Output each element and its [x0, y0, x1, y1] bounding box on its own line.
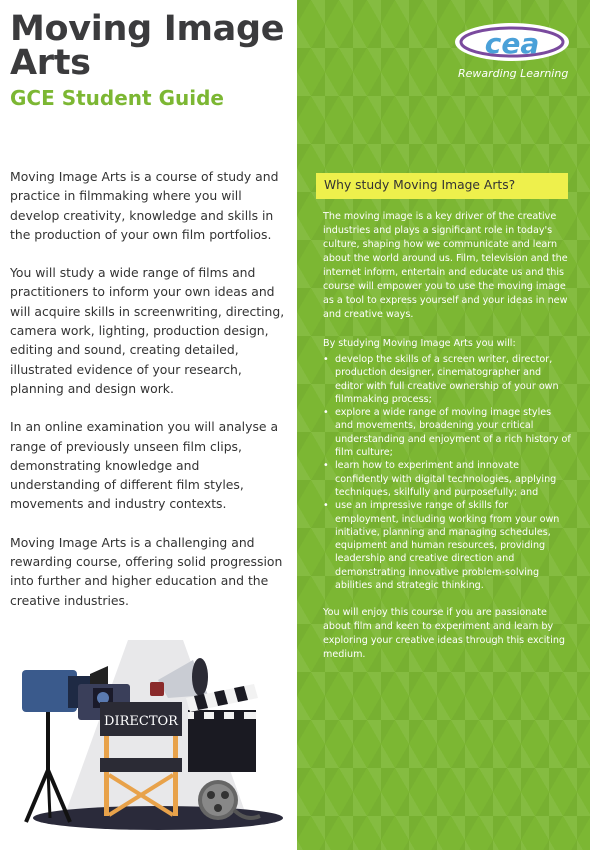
- film-equipment-illustration: [8, 640, 293, 840]
- intro-paragraph: In an online examination you will analyse a range of previously unseen film clips, demonstrating knowledge and understanding of different film styles, movements and industry contexts.: [10, 419, 279, 512]
- logo-tagline: Rewarding Learning: [458, 67, 569, 80]
- intro-text: [10, 167, 290, 629]
- why-study-text: [323, 210, 571, 677]
- list-item: • develop the skills of a screen writer, director, production designer, cinematographer and editor with full creative ownership of your own filmmaking process;: [335, 353, 571, 406]
- why-study-heading-box: [316, 173, 568, 199]
- page-subtitle: GCE Student Guide: [10, 86, 224, 110]
- page-title: [10, 9, 285, 83]
- intro-paragraph: Moving Image Arts is a challenging and rewarding course, offering solid progression into further and higher education and the creative industries.: [10, 534, 283, 608]
- why-study-heading: Why study Moving Image Arts?: [324, 178, 516, 192]
- intro-paragraph: Moving Image Arts is a course of study and practice in filmmaking where you will develop creativity, knowledge and skills in the production of your own film portfolios.: [10, 169, 279, 242]
- list-item: • explore a wide range of moving image styles and movements, broadening your critical understanding and enjoyment of a rich history of film culture;: [335, 406, 571, 459]
- list-item: • use an impressive range of skills for employment, including working from your own initiative, planning and managing schedules, equipment and human resources, providing leadership and creative direction and demonstrating innovative problem-solving abilities and strategic thinking.: [335, 499, 571, 592]
- chair-label: DIRECTOR: [104, 714, 178, 729]
- intro-paragraph: You will study a wide range of films and practitioners to inform your own ideas and will acquire skills in screenwriting, directing, camera work, lighting, production design, editing and sound, creating detailed, illustrated evidence of your research, planning and design work.: [10, 265, 285, 396]
- title-line-1: Moving Image: [10, 9, 285, 49]
- logo-text: cea: [484, 27, 540, 60]
- sidebar-paragraph: The moving image is a key driver of the creative industries and plays a significant role in today's culture, shaping how we communicate and learn about the world around us. Film, television and the internet inform, entertain and educate us and this course will empower you to use the moving image as a tool to express yourself and your ideas in new and creative ways.: [323, 211, 568, 320]
- sidebar-lead: By studying Moving Image Arts you will:: [323, 338, 516, 349]
- list-item: • learn how to experiment and innovate confidently with digital technologies, applying techniques, skilfully and purposefully; and: [335, 459, 571, 499]
- clapperboard-icon: [186, 684, 258, 772]
- sidebar-closing: You will enjoy this course if you are passionate about film and keen to experiment and learn by exploring your creative ideas through this exciting medium.: [323, 607, 565, 661]
- title-line-2: Arts: [10, 43, 91, 83]
- benefits-list: [323, 353, 571, 592]
